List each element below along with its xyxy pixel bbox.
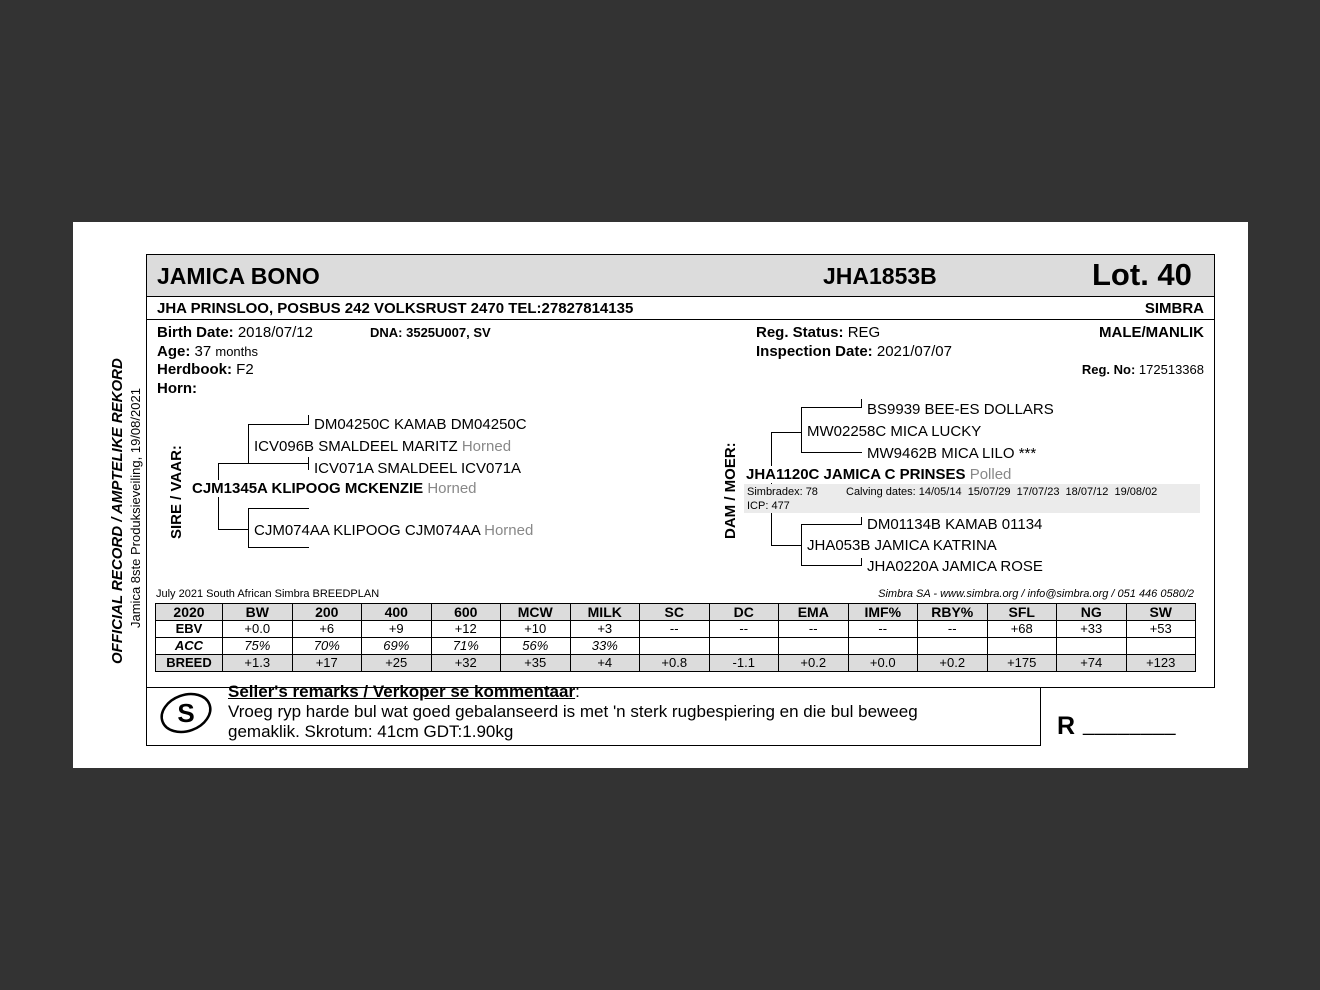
table-header-cell: SW: [1126, 604, 1196, 621]
table-cell: 56%: [501, 638, 571, 655]
card-header: [147, 255, 1214, 297]
table-cell: [1126, 638, 1196, 655]
sire-label: SIRE / VAAR:: [168, 445, 185, 539]
table-cell: +123: [1126, 655, 1196, 672]
dam-dam-sire: DM01134B KAMAB 01134: [867, 516, 1043, 533]
simbra-logo-icon: [157, 691, 215, 735]
table-cell: [987, 638, 1057, 655]
table-row: [156, 621, 1196, 638]
table-cell: --: [848, 621, 918, 638]
ebv-header-row: [156, 604, 1196, 621]
horn: Horn:: [157, 380, 197, 397]
table-cell: --: [640, 621, 710, 638]
table-header-cell: MCW: [501, 604, 571, 621]
table-cell: --: [709, 621, 779, 638]
table-cell: 75%: [223, 638, 293, 655]
table-cell: +0.2: [779, 655, 849, 672]
table-header-cell: BW: [223, 604, 293, 621]
table-row: [156, 638, 1196, 655]
table-cell: +6: [292, 621, 362, 638]
table-header-cell: 400: [362, 604, 432, 621]
table-cell: +17: [292, 655, 362, 672]
sire-dam: CJM074AA KLIPOOG CJM074AA Horned: [254, 522, 534, 539]
table-cell: [848, 638, 918, 655]
simbradex: Simbradex: 78: [747, 486, 818, 498]
table-cell: +0.2: [918, 655, 988, 672]
table-cell: 33%: [570, 638, 640, 655]
table-cell: [918, 638, 988, 655]
table-cell: +35: [501, 655, 571, 672]
sire-sire-sire: DM04250C KAMAB DM04250C: [314, 416, 527, 433]
table-cell: +4: [570, 655, 640, 672]
remarks-line-2: gemaklik. Skrotum: 41cm GDT:1.90kg: [228, 722, 514, 741]
dam-dam-dam: JHA0220A JAMICA ROSE: [867, 558, 1043, 575]
dna-info: DNA: 3525U007, SV: [370, 325, 491, 340]
table-header-cell: SC: [640, 604, 710, 621]
table-cell: --: [918, 621, 988, 638]
table-cell: +10: [501, 621, 571, 638]
table-cell: [1057, 638, 1127, 655]
dam-sire-dam: MW9462B MICA LILO ***: [867, 445, 1037, 462]
icp: ICP: 477: [747, 500, 790, 512]
table-header-cell: IMF%: [848, 604, 918, 621]
table-cell: +0.8: [640, 655, 710, 672]
animal-name: JAMICA BONO: [157, 263, 320, 289]
table-cell: +175: [987, 655, 1057, 672]
breedplan-note: July 2021 South African Simbra BREEDPLAN: [156, 588, 380, 600]
table-cell: +12: [431, 621, 501, 638]
table-cell: +25: [362, 655, 432, 672]
reg-no: Reg. No: 172513368: [1081, 362, 1204, 377]
inspection-date: Inspection Date: 2021/07/07: [756, 343, 952, 360]
table-cell: +68: [987, 621, 1057, 638]
calving-dates: Calving dates: 14/05/14 15/07/29 17/07/23 18/07/12 19/08/02: [846, 486, 1158, 498]
herdbook: Herdbook: F2: [157, 361, 254, 378]
svg-text:S: S: [177, 698, 195, 728]
table-header-cell: EMA: [779, 604, 849, 621]
owner-row: [147, 297, 1214, 320]
dam-sire-sire: BS9939 BEE-ES DOLLARS: [867, 401, 1054, 418]
price-box: [1040, 687, 1215, 746]
animal-id: JHA1853B: [823, 263, 937, 289]
table-cell: 71%: [431, 638, 501, 655]
table-cell: +1.3: [223, 655, 293, 672]
table-cell: [640, 638, 710, 655]
table-cell: EBV: [156, 621, 223, 638]
table-header-cell: 600: [431, 604, 501, 621]
sale-name-label: Jamica 8ste Produksieveiling, 19/08/2021: [128, 388, 143, 628]
birth-date: Birth Date: 2018/07/12: [157, 324, 313, 341]
table-header-cell: DC: [709, 604, 779, 621]
owner-address: JHA PRINSLOO, POSBUS 242 VOLKSRUST 2470 TEL:27827814135: [157, 300, 634, 317]
reg-status: Reg. Status: REG: [756, 324, 881, 341]
age: Age: 37 months: [157, 343, 259, 360]
table-header-cell: RBY%: [918, 604, 988, 621]
remarks-line-1: Vroeg ryp harde bul wat goed gebalanseerd is met 'n sterk rugbespiering en die bul beweeg: [228, 702, 918, 721]
price-blank-line: ________: [1083, 714, 1176, 736]
ebv-table: [155, 603, 1196, 672]
table-cell: ACC: [156, 638, 223, 655]
table-cell: [779, 638, 849, 655]
dam-sire: MW02258C MICA LUCKY: [807, 423, 982, 440]
table-cell: +0.0: [848, 655, 918, 672]
table-cell: +53: [1126, 621, 1196, 638]
table-cell: +33: [1057, 621, 1127, 638]
official-record-label: OFFICIAL RECORD / AMPTELIKE REKORD: [109, 358, 126, 664]
table-cell: +9: [362, 621, 432, 638]
dam-label: DAM / MOER:: [722, 442, 739, 539]
lot-number: Lot. 40: [1092, 257, 1192, 292]
sire-sire: ICV096B SMALDEEL MARITZ Horned: [254, 438, 512, 455]
remarks-title: Seller's remarks / Verkoper se kommentaar:: [228, 682, 580, 701]
table-cell: +3: [570, 621, 640, 638]
table-cell: 69%: [362, 638, 432, 655]
table-header-cell: 200: [292, 604, 362, 621]
table-cell: BREED: [156, 655, 223, 672]
dam: JHA1120C JAMICA C PRINSES Polled: [746, 466, 1012, 483]
sire: CJM1345A KLIPOOG MCKENZIE Horned: [192, 480, 477, 497]
sire-sire-dam: ICV071A SMALDEEL ICV071A: [314, 460, 522, 477]
table-cell: -1.1: [709, 655, 779, 672]
dam-dam: JHA053B JAMICA KATRINA: [807, 537, 997, 554]
lot-card: [146, 254, 1215, 746]
table-header-cell: SFL: [987, 604, 1057, 621]
sex: MALE/MANLIK: [1099, 324, 1204, 341]
table-cell: +32: [431, 655, 501, 672]
table-header-cell: NG: [1057, 604, 1127, 621]
table-cell: --: [779, 621, 849, 638]
contact-note: Simbra SA - www.simbra.org / info@simbra.org / 051 446 0580/2: [878, 588, 1194, 600]
breed-name: SIMBRA: [1144, 300, 1204, 317]
table-cell: +0.0: [223, 621, 293, 638]
table-cell: [709, 638, 779, 655]
table-cell: 70%: [292, 638, 362, 655]
table-cell: +74: [1057, 655, 1127, 672]
table-row: [156, 655, 1196, 672]
price-currency: R: [1057, 712, 1076, 740]
table-header-cell: MILK: [570, 604, 640, 621]
table-header-cell: 2020: [156, 604, 223, 621]
pedigree-sheet: [73, 222, 1248, 768]
